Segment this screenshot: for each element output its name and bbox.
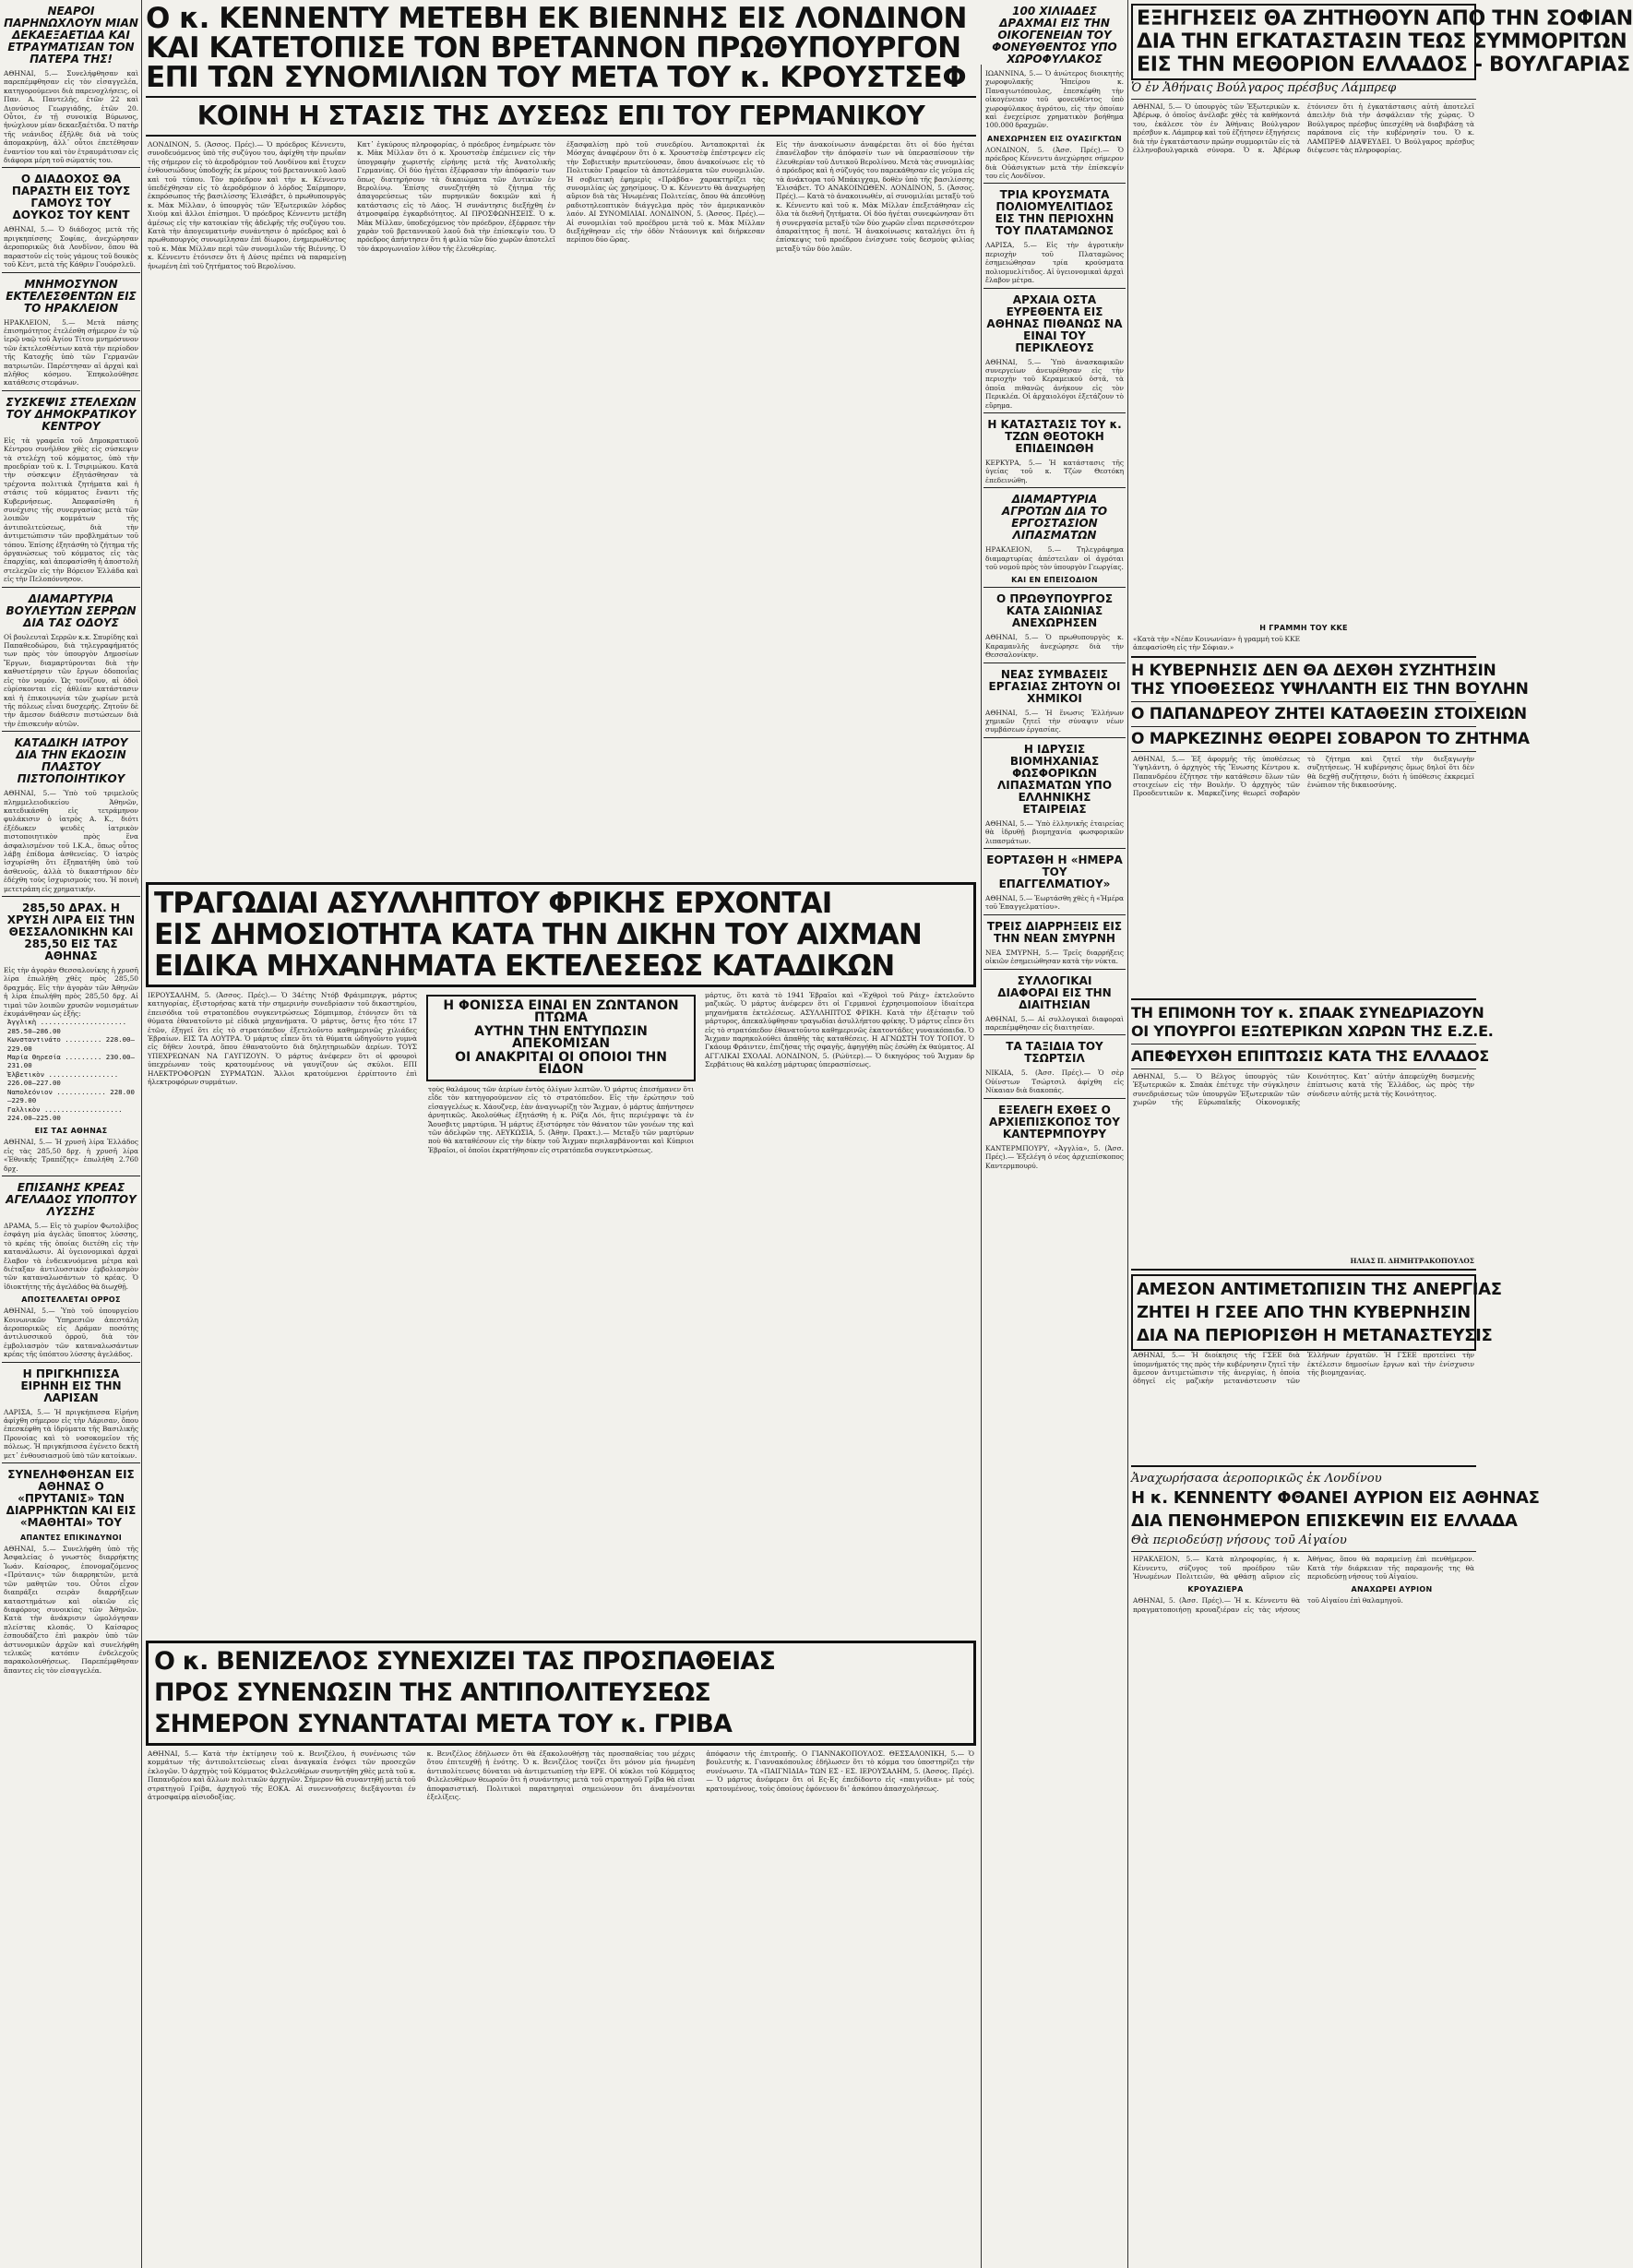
- article-subheading: ΑΝΕΧΩΡΗΣΕΝ ΕΙΣ ΟΥΑΣΙΓΚΤΩΝ: [987, 134, 1122, 143]
- divider: [1131, 726, 1476, 727]
- center-area: [146, 0, 976, 2268]
- article-headline: 285,50 ΔΡΑΧ. Η ΧΡΥΣΗ ΛΙΡΑ ΕΙΣ ΤΗΝ ΘΕΣΣΑΛΟΝΙΚΗΝ ΚΑΙ 285,50 ΕΙΣ ΤΑΣ ΑΘΗΝΑΣ: [6, 901, 136, 962]
- divider: [1131, 751, 1476, 752]
- article-body: ΑΘΗΝΑΙ, 5.— Ὑπὸ ἑλληνικῆς ἑταιρείας θὰ ἱδρυθῇ βιομηχανία φωσφορικῶν λιπασμάτων.: [985, 818, 1124, 845]
- price-row: Κωνσταντινάτο ......... 228.00—229.00: [7, 1035, 135, 1053]
- article-body: ΙΩΑΝΝΙΝΑ, 5.— Ὁ ἀνώτερος διοικητὴς χωροφυλακῆς Ἠπείρου κ. Παναγιωτόπουλος, ἐπεσκέφθη τὴν οἰκογένειαν τοῦ φονευθέντος ὑπὸ χωροφύλακος ἀγρότου, εἰς τὴν ὁποίαν καὶ ἐνεχείρισε χρηματικὸν βοήθημα 100.000 δραχμῶν.: [985, 69, 1124, 130]
- article-body: ΑΘΗΝΑΙ, 5. (Ἀσσ. Πρές).— Ἡ κ. Κέννεντυ θὰ πραγματοποιήσῃ κρουαζιέραν εἰς τὰς νήσους τοῦ Αἰγαίου ἐπὶ θαλαμηγοῦ.: [1133, 1596, 1403, 1614]
- aichmann-banner: [146, 882, 976, 987]
- article-headline: Ο ΠΡΩΘΥΠΟΥΡΓΟΣ ΚΑΤΑ ΣΑΙΩΝΙΑΣ ΑΝΕΧΩΡΗΣΕΝ: [995, 592, 1114, 630]
- article-headline: ΣΥΛΛΟΓΙΚΑΙ ΔΙΑΦΟΡΑΙ ΕΙΣ ΤΗΝ ΔΙΑΙΤΗΣΙΑΝ: [997, 973, 1112, 1011]
- article-body: ΑΘΗΝΑΙ, 5.— Ἡ ἕνωσις Ἑλλήνων χημικῶν ζητεῖ τὴν σύναψιν νέων συμβάσεων ἐργασίας.: [985, 708, 1124, 734]
- article-body: ΑΘΗΝΑΙ, 5.— Ὑπὸ τοῦ τριμελοῦς πλημμελειοδικείου Ἀθηνῶν, κατεδικάσθη εἰς τετράμηνον φυλάκισιν ὁ ἰατρὸς Α. Κ., διότι ἐξέδωκεν ψευδὲς ἰατρικὸν πιστοποιητικὸν πρὸς ἕνα ἀσφαλισμένον τοῦ Ι.Κ.Α., ὅπως οὗτος λάβῃ ἐπίδομα ἀσθενείας. Ὁ ἰατρὸς ἰσχυρίσθη ὅτι ἐξηπατήθη ὑπὸ τοῦ ἀσθενοῦς, ἀλλὰ τὸ δικαστήριον δὲν ἐδέχθη τοὺς ἰσχυρισμούς του. Ἡ ποινὴ μετετράπη εἰς χρηματικήν.: [4, 789, 138, 893]
- article-headline: ΤΡΕΙΣ ΔΙΑΡΡΗΞΕΙΣ ΕΙΣ ΤΗΝ ΝΕΑΝ ΣΜΥΡΝΗ: [986, 919, 1123, 945]
- article-body: ΑΘΗΝΑΙ, 5.— Ὑπὸ ἀνασκαφικῶν συνεργείων ἀνευρέθησαν εἰς τὴν περιοχὴν τοῦ Κεραμεικοῦ ὀστᾶ, τὰ ὁποῖα πιθανῶς ἀνήκουν εἰς τὸν Περικλέα. Οἱ ἀρχαιολόγοι ἐξετάζουν τὸ εὕρημα.: [985, 357, 1124, 410]
- right-subheadline: Ὁ ἐν Ἀθήναις Βούλγαρος πρέσβυς Λάμπρεφ: [1131, 81, 1397, 95]
- divider: [983, 662, 1126, 663]
- price-row: Ναπολεόνιον ............ 228.00—229.00: [7, 1087, 135, 1105]
- article-body: Εἰς τὰ γραφεῖα τοῦ Δημοκρατικοῦ Κέντρου συνῆλθον χθὲς εἰς σύσκεψιν τὰ στελέχη τοῦ κόμματος, ὑπὸ τὴν προεδρίαν τοῦ κ. Ι. Τσιριμώκου. Κατὰ τὴν σύσκεψιν ἐξητάσθησαν τὰ τρέχοντα πολιτικὰ ζητήματα καὶ ἡ στάσις τοῦ κόμματος ἔναντι τῆς Κυβερνήσεως. Ἀπεφασίσθη ἡ συνέχισις τῆς συνεργασίας μετὰ τῶν λοιπῶν κομμάτων τῆς ἀντιπολιτεύσεως, διὰ τὴν ἀντιμετώπισιν τῶν προβλημάτων τοῦ τόπου. Ἐπίσης ἐξητάσθη τὸ ζήτημα τῆς ὀργανώσεως τοῦ κόμματος εἰς τὰς ἐπαρχίας, καὶ ἀπεφασίσθη ἡ ἀποστολὴ στελεχῶν εἰς τὴν Βόρειον Ἑλλάδα καὶ εἰς τὴν Πελοπόννησον.: [4, 436, 138, 584]
- column-rule: [141, 0, 142, 2268]
- article-body: ΑΘΗΝΑΙ, 5.— Ὁ Βέλγος ὑπουργὸς τῶν Ἐξωτερικῶν κ. Σπαὰκ ἐπέτυχε τὴν σύγκλησιν συνεδριάσεως τῶν ὑπουργῶν Ἐξωτερικῶν τῶν χωρῶν τῆς Εὐρωπαϊκῆς Οἰκονομικῆς Κοινότητος. Κατ᾽ αὐτὴν ἀπεφεύχθη δυσμενὴς ἐπίπτωσις κατὰ τῆς Ἑλλάδος, ὡς πρὸς τὴν σύνδεσιν αὐτῆς μετὰ τῆς Κοινότητος.: [1133, 1071, 1474, 1107]
- article-body: ΝΕΑ ΣΜΥΡΝΗ, 5.— Τρεῖς διαρρήξεις οἰκιῶν ἐσημειώθησαν κατὰ τὴν νύκτα.: [985, 948, 1124, 966]
- subheading-row: [1131, 1581, 1476, 1596]
- right-headline: ΖΗΤΕΙ Η ΓΣΕΕ ΑΠΟ ΤΗΝ ΚΥΒΕΡΝΗΣΙΝ: [1137, 1303, 1471, 1323]
- article-body: ΑΘΗΝΑΙ, 5.— Ἡ χρυσῆ λίρα Ἐλλάδος εἰς τὰς 285,50 δρχ. ἡ χρυσῆ λίρα «Ἐθνικῆς Τραπέζης» ἐπωλήθη 2.760 δρχ.: [4, 1138, 138, 1173]
- price-row: Μαρία Θηρεσία ......... 230.00—231.00: [7, 1053, 135, 1070]
- banner-headline: ΤΡΑΓΩΔΙΑΙ ΑΣΥΛΛΗΠΤΟΥ ΦΡΙΚΗΣ ΕΡΧΟΝΤΑΙ: [154, 887, 832, 920]
- article-headline: ΝΕΑΡΟΙ ΠΑΡΗΝΩΧΛΟΥΝ ΜΙΑΝ ΔΕΚΑΕΞΑΕΤΙΔΑ ΚΑΙ ΕΤΡΑΥΜΑΤΙΣΑΝ ΤΟΝ ΠΑΤΕΡΑ ΤΗΣ!: [4, 5, 138, 66]
- right-headline: ΕΙΣ ΤΗΝ ΜΕΘΟΡΙΟΝ ΕΛΛΑΔΟΣ - ΒΟΥΛΓΑΡΙΑΣ: [1137, 54, 1630, 77]
- divider: [2, 587, 140, 588]
- banner-headline: ΠΡΟΣ ΣΥΝΕΝΩΣΙΝ ΤΗΣ ΑΝΤΙΠΟΛΙΤΕΥΣΕΩΣ: [154, 1678, 711, 1707]
- divider: [983, 737, 1126, 738]
- inset-headline: ΟΙ ΑΝΑΚΡΙΤΑΙ ΟΙ ΟΠΟΙΟΙ ΤΗΝ ΕΙΔΟΝ: [455, 1050, 667, 1077]
- article-body: ΑΘΗΝΑΙ, 5.— Ἡ διοίκησις τῆς ΓΣΕΕ διὰ ὑπομνήματός της πρὸς τὴν κυβέρνησιν ζητεῖ τὴν ἄμεσον ἀντιμετώπισιν τῆς ἀνεργίας, ἡ ὁποία ὁδηγεῖ εἰς μαζικὴν μετανάστευσιν τῶν Ἑλλήνων ἐργατῶν. Ἡ ΓΣΕΕ προτείνει τὴν ἐκτέλεσιν δημοσίων ἔργων καὶ τὴν ἐνίσχυσιν τῆς βιομηχανίας.: [1133, 1351, 1474, 1386]
- right-headline: Ο ΠΑΠΑΝΔΡΕΟΥ ΖΗΤΕΙ ΚΑΤΑΘΕΣΙΝ ΣΤΟΙΧΕΙΩΝ: [1131, 704, 1527, 723]
- article-body: ΗΡΑΚΛΕΙΟΝ, 5.— Μετὰ πάσης ἐπισημότητος ἐτελέσθη σήμερον ἐν τῷ ἱερῷ ναῷ τοῦ Ἁγίου Τίτου μνημόσυνον τῶν ἐκτελεσθέντων κατὰ τὴν περίοδον τῆς Κατοχῆς ὑπὸ τῶν Γερμανῶν πατριωτῶν. Παρέστησαν αἱ ἀρχαὶ καὶ πλῆθος κόσμου. Ἐπηκολούθησε κατάθεσις στεφάνων.: [4, 317, 138, 388]
- divider: [983, 969, 1126, 970]
- right-headline: ΔΙΑ ΤΗΝ ΕΓΚΑΤΑΣΤΑΣΙΝ ΤΕΩΣ ΣΥΜΜΟΡΙΤΩΝ: [1137, 30, 1627, 54]
- article-headline: Η ΠΡΙΓΚΗΠΙΣΣΑ ΕΙΡΗΝΗ ΕΙΣ ΤΗΝ ΛΑΡΙΣΑΝ: [20, 1367, 122, 1404]
- banner-headline: ΕΙΔΙΚΑ ΜΗΧΑΝΗΜΑΤΑ ΕΚΤΕΛΕΣΕΩΣ ΚΑΤΑΔΙΚΩΝ: [154, 949, 895, 983]
- article-headline: ΜΝΗΜΟΣΥΝΟΝ ΕΚΤΕΛΕΣΘΕΝΤΩΝ ΕΙΣ ΤΟ ΗΡΑΚΛΕΙΟΝ: [6, 277, 137, 315]
- divider: [983, 183, 1126, 184]
- price-row: Γαλλικὸν ................... 224.00—225.00: [7, 1104, 123, 1122]
- article-body: ΝΙΚΑΙΑ, 5. (Ἀσσ. Πρές).— Ὁ σὲρ Οὐίνστων Τσώρτσιλ ἀφίχθη εἰς Νίκαιαν διὰ διακοπάς.: [985, 1068, 1124, 1095]
- right-headline: Η κ. ΚΕΝΝΕΝΤΥ ΦΘΑΝΕΙ ΑΥΡΙΟΝ ΕΙΣ ΑΘΗΝΑΣ: [1131, 1488, 1540, 1509]
- article-headline: ΔΙΑΜΑΡΤΥΡΙΑ ΑΓΡΟΤΩΝ ΔΙΑ ΤΟ ΕΡΓΟΣΤΑΣΙΟΝ ΛΙΠΑΣΜΑΤΩΝ: [1001, 493, 1108, 543]
- right-headline: ΔΙΑ ΝΑ ΠΕΡΙΟΡΙΣΘΗ Η ΜΕΤΑΝΑΣΤΕΥΣΙΣ: [1137, 1326, 1493, 1346]
- article-body: Κατ᾽ ἐγκύρους πληροφορίας, ὁ πρόεδρος ἐνημέρωσε τὸν κ. Μὰκ Μίλλαν ὅτι ὁ κ. Χρουστσὲφ ἐπέμεινεν εἰς τὴν ὑπογραφὴν χωριστῆς εἰρήνης μετὰ τῆς Ἀνατολικῆς Γερμανίας. Οἱ δύο ἡγέται ἐξέφρασαν τὴν ἀπόφασίν των ὅπως διατηρήσουν τὰ δικαιώματα τῶν Δυτικῶν ἐν Βερολίνῳ. Ἐπίσης συνεζητήθη τὸ ζήτημα τῆς ἀπαγορεύσεως τῶν πυρηνικῶν δοκιμῶν καὶ ἡ κατάστασις εἰς τὸ Λάος. Ἡ συνάντησις διεξήχθη ἐν ἀτμοσφαίρᾳ ἐγκαρδιότητος. ΑΙ ΠΡΟΣΦΩΝΗΣΕΙΣ. Ὁ κ. Μὰκ Μίλλαν, ὑποδεχόμενος τὸν πρόεδρον, ἐξέφρασε τὴν χαρὰν τοῦ βρεταννικοῦ λαοῦ διὰ τὴν ἐπίσκεψίν του. Ὁ πρόεδρος ἀπήντησεν ὅτι ἡ φιλία τῶν δύο χωρῶν ἀποτελεῖ τὸν ἀκρογωνιαῖον λίθον τῆς ἐλευθερίας.: [357, 140, 555, 253]
- headline-box: [1131, 4, 1633, 80]
- article-body: ΔΡΑΜΑ, 5.— Εἰς τὸ χωρίον Φωτολίβος ἐσφάγη μία ἀγελὰς ὕποπτος λύσσης, τὸ κρέας τῆς ὁποίας διετέθη εἰς τὴν κατανάλωσιν. Αἱ ὑγειονομικαὶ ἀρχαὶ ἔλαβον τὰ ἐνδεικνυόμενα μέτρα καὶ διέταξαν ἀντιλυσσικὸν ἐμβολιασμὸν τῶν καταναλωσάντων τὸ κρέας. Ὁ ἰδιοκτήτης τῆς ἀγελάδος θὰ διωχθῇ.: [4, 1221, 138, 1291]
- divider: [1131, 701, 1476, 702]
- article-subheading: ΑΠΑΝΤΕΣ ΕΠΙΚΙΝΔΥΝΟΙ: [19, 1534, 123, 1543]
- article-body: τοὺς θαλάμους τῶν ἀερίων ἐντὸς ὀλίγων λεπτῶν. Ὁ μάρτυς ἐπεσήμανεν ὅτι εἶδε τὸν κατηγορούμενον εἰς τὸ στρατόπεδον. Εἰς τὴν ἐρώτησιν τοῦ εἰσαγγελέως κ. Χάουζνερ, ἐὰν ἀναγνωρίζῃ τὸν Ἄιχμαν, ὁ μάρτυς ἀπήντησεν ἀρνητικῶς. Ἀκολούθως ἐξητάσθη ἡ κ. Ρόζα Λόι, ἥτις περιέγραψε τὰ ἐν Ἄουσβιτς μαρτύρια. Ἡ μάρτυς ἐξιστόρησε τὸν θάνατον τῶν γονέων της καὶ τῶν ἀδελφῶν της. ΛΕΥΚΩΣΙΑ, 5. (Ἀθην. Πρακτ.).— Μεταξὺ τῶν μαρτύρων ποὺ θὰ καταθέσουν εἰς τὴν δίκην τοῦ Ἄιχμαν περιλαμβάνονται καὶ Κύπριοι Ἑβραῖοι, οἱ ὁποῖοι ἐκρατήθησαν εἰς στρατόπεδα συγκεντρώσεως.: [428, 1085, 694, 1154]
- article-body: ΗΡΑΚΛΕΙΟΝ, 5.— Κατὰ πληροφορίας, ἡ κ. Κέννεντυ, σύζυγος τοῦ προέδρου τῶν Ἡνωμένων Πολιτειῶν, θὰ φθάσῃ αὔριον εἰς Ἀθήνας, ὅπου θὰ παραμείνῃ ἐπὶ πενθήμερον. Κατὰ τὴν διάρκειαν τῆς παραμονῆς της θὰ περιοδεύσῃ νήσους τοῦ Αἰγαίου.: [1133, 1555, 1474, 1582]
- divider: [1131, 1068, 1476, 1069]
- divider: [983, 412, 1126, 413]
- column-rule: [981, 65, 982, 2268]
- right-column: [1131, 0, 1633, 2268]
- article-column: [426, 991, 696, 1637]
- right-subheadline: Ἀναχωρήσασα ἀεροπορικῶς ἐκ Λονδίνου: [1131, 1472, 1382, 1486]
- article-columns: [146, 1749, 976, 1801]
- article-body: Εἰς τὴν ἀνακοίνωσιν ἀναφέρεται ὅτι οἱ δύο ἡγέται ἐπανέλαβον τὴν ἀπόφασίν των νὰ ὑπερασπίσουν τὴν ἐλευθερίαν τοῦ Δυτικοῦ Βερολίνου. Μετὰ τὰς συνομιλίας ὁ πρόεδρος καὶ ἡ σύζυγός του παρεκάθησαν εἰς γεῦμα εἰς τὰ ἀνάκτορα τοῦ Μπάκιγχαμ, δοθὲν ὑπὸ τῆς βασιλίσσης Ἐλισάβετ. ΤΟ ΑΝΑΚΟΙΝΩΘΕΝ. ΛΟΝΔΙΝΟΝ, 5. (Ἀσσος. Πρές).— Κατὰ τὸ ἀνακοινωθέν, αἱ συνομιλίαι μεταξὺ τοῦ κ. Κέννεντυ καὶ τοῦ κ. Μὰκ Μίλλαν ἐπεξετάθησαν εἰς ὅλα τὰ διεθνῆ ζητήματα. Οἱ δύο ἡγέται συνεφώνησαν ὅτι ἡ συνεργασία μεταξὺ τῶν δύο χωρῶν εἶναι περισσότερον ἀπαραίτητος ἢ ποτέ. Ἡ ἀνακοίνωσις καταλήγει ὅτι ἡ ἐπίσκεψις τοῦ προέδρου ἐνίσχυσε τοὺς δεσμοὺς φιλίας μεταξὺ τῶν δύο λαῶν.: [776, 140, 974, 253]
- divider: [1131, 1551, 1476, 1552]
- divider: [2, 731, 140, 732]
- divider: [1131, 1269, 1476, 1271]
- article-body: ΑΘΗΝΑΙ, 5.— Ὑπὸ τοῦ ὑπουργείου Κοινωνικῶν Ὑπηρεσιῶν ἀπεστάλη ἀεροπορικῶς εἰς Δράμαν ποσότης ἀντιλυσσικοῦ ὀρροῦ, διὰ τὸν ἐμβολιασμὸν τῶν καταναλωσάντων κρέας τῆς ὑπόπτου λύσσης ἀγελάδος.: [4, 1307, 138, 1359]
- divider: [146, 135, 976, 137]
- article-headline: ΣΥΝΕΛΗΦΘΗΣΑΝ ΕΙΣ ΑΘΗΝΑΣ Ο «ΠΡΥΤΑΝΙΣ» ΤΩΝ ΔΙΑΡΡΗΚΤΩΝ ΚΑΙ ΕΙΣ «ΜΑΘΗΤΑΙ» ΤΟΥ: [6, 1468, 137, 1530]
- article-columns: [146, 140, 976, 878]
- article-subheading: ΚΑΙ ΕΝ ΕΠΕΙΣΟΔΙΟΝ: [1011, 576, 1098, 585]
- divider: [983, 487, 1126, 488]
- article-subheading: ΚΡΟΥΑΖΙΕΡΑ: [1187, 1585, 1244, 1594]
- banner-headline: ΣΗΜΕΡΟΝ ΣΥΝΑΝΤΑΤΑΙ ΜΕΤΑ ΤΟΥ κ. ΓΡΙΒΑ: [154, 1710, 733, 1738]
- inset-headline: Η ΦΟΝΙΣΣΑ ΕΙΝΑΙ ΕΝ ΖΩΝΤΑΝΟΝ ΠΤΩΜΑ: [443, 998, 679, 1025]
- article-body: Εἰς τὴν ἀγορὰν Θεσσαλονίκης ἡ χρυσῆ λίρα ἐπωλήθη χθὲς πρὸς 285,50 δραχμάς. Εἰς τὴν ἀγορὰν τῶν Ἀθηνῶν ἡ λίρα ἐπωλήθη πρὸς 285,50 δρχ. Αἱ τιμαὶ τῶν λοιπῶν χρυσῶν νομισμάτων ἐκυμάνθησαν ὡς ἑξῆς:: [4, 966, 138, 1019]
- right-headline: Η ΚΥΒΕΡΝΗΣΙΣ ΔΕΝ ΘΑ ΔΕΧΘΗ ΣΥΖΗΤΗΣΙΝ: [1131, 661, 1496, 680]
- left-column: [2, 0, 140, 2268]
- article-body: μάρτυς, ὅτι κατὰ τὸ 1941 Ἑβραῖοι καὶ «Ἐχθροὶ τοῦ Ράιχ» ἐκτελοῦντο μαζικῶς. Ὁ μάρτυς ἀνέφερεν ὅτι οἱ Γερμανοὶ ἐχρησιμοποίουν ἰδιαίτερα μηχανήματα ἐκτελέσεως. ΑΣΥΛΛΗΠΤΟΣ ΦΡΙΚΗ. Κατὰ τὴν ἐξέτασιν τοῦ μάρτυρος, ἀπεκαλύφθησαν τραγωδίαι ἀσυλλήπτου φρίκης. Ὁ μάρτυς εἶπεν ὅτι εἰς τὸ στρατόπεδον ἐθανατοῦντο καθημερινῶς ἑκατοντάδες γυναικόπαιδα. Ὁ Ἄιχμαν παρηκολούθει ἀπαθὴς τὰς καταθέσεις. Η ΑΓΝΩΣΤΗ ΤΟΥ ΤΟΠΟΥ. Ὁ Γκάουμ Φράιντεν, ἐπιζήσας τῆς σφαγῆς, ἀφηγήθη πῶς ἐσώθη ἐκ θαύματος. ΑΙ ΑΓΓΛΙΚΑΙ ΣΧΟΛΑΙ. ΛΟΝΔΙΝΟΝ, 5. (Ρώϋτερ).— Ὁ δικηγόρος τοῦ Ἄιχμαν δρ Σερβάτιους θὰ καλέσῃ μάρτυρας ὑπερασπίσεως.: [705, 991, 974, 1069]
- article-body: ΛΑΡΙΣΑ, 5.— Εἰς τὴν ἀγροτικὴν περιοχὴν τοῦ Πλαταμῶνος ἐσημειώθησαν τρία κρούσματα πολιομυελίτιδος. Αἱ ὑγειονομικαὶ ἀρχαὶ ἔλαβον μέτρα.: [985, 241, 1124, 285]
- right-headline: ΑΠΕΦΕΥΧΘΗ ΕΠΙΠΤΩΣΙΣ ΚΑΤΑ ΤΗΣ ΕΛΛΑΔΟΣ: [1131, 1046, 1489, 1065]
- inset-headline: ΑΥΤΗΝ ΤΗΝ ΕΝΤΥΠΩΣΙΝ ΑΠΕΚΟΜΙΣΑΝ: [474, 1024, 648, 1051]
- article-body: κ. Βενιζέλος ἐδήλωσεν ὅτι θὰ ἐξακολουθήσῃ τὰς προσπαθείας του μέχρις ὅτου ἐπιτευχθῇ ἡ ἑνότης. Ὁ κ. Βενιζέλος τονίζει ὅτι μόνον μία ἡνωμένη ἀντιπολίτευσις δύναται νὰ ἀντιμετωπίσῃ τὴν ΕΡΕ. Οἱ κύκλοι τοῦ Κόμματος Φιλελευθέρων θεωροῦν ὅτι ἡ συνάντησις μετὰ τοῦ στρατηγοῦ Γρίβα θὰ εἶναι ἀποφασιστική. Πολιτικοὶ παρατηρηταὶ σημειώνουν ὅτι ἀναμένονται ἐξελίξεις.: [426, 1749, 696, 1802]
- divider: [2, 896, 140, 897]
- article-headline: ΝΕΑΣ ΣΥΜΒΑΣΕΙΣ ΕΡΓΑΣΙΑΣ ΖΗΤΟΥΝ ΟΙ ΧΗΜΙΚΟΙ: [988, 667, 1121, 705]
- main-headline: ΕΠΙ ΤΩΝ ΣΥΝΟΜΙΛΙΩΝ ΤΟΥ ΜΕΤΑ ΤΟΥ κ. ΚΡΟΥΣΤΣΕΦ: [146, 61, 967, 94]
- article-headline: ΕΞΕΛΕΓΗ ΕΧΘΕΣ Ο ΑΡΧΙΕΠΙΣΚΟΠΟΣ ΤΟΥ ΚΑΝΤΕΡΜΠΟΥΡΥ: [989, 1103, 1120, 1140]
- main-subheadline: ΚΟΙΝΗ Η ΣΤΑΣΙΣ ΤΗΣ ΔΥΣΕΩΣ ΕΠΙ ΤΟΥ ΓΕΡΜΑΝΙΚΟΥ: [197, 101, 925, 131]
- right-headline: ΔΙΑ ΠΕΝΘΗΜΕΡΟΝ ΕΠΙΣΚΕΨΙΝ ΕΙΣ ΕΛΛΑΔΑ: [1131, 1511, 1518, 1532]
- article-subheading: ΕΙΣ ΤΑΣ ΑΘΗΝΑΣ: [34, 1127, 108, 1136]
- headline-box: [1131, 1274, 1502, 1351]
- divider: [2, 272, 140, 273]
- article-subheading: ΑΠΟΣΤΕΛΛΕΤΑΙ ΟΡΡΟΣ: [21, 1295, 121, 1305]
- right-middle-column: [983, 0, 1126, 2268]
- article-body: ΚΑΝΤΕΡΜΠΟΥΡΥ, «Ἀγγλία», 5. (Ἀσσ. Πρές).— Ἐξελέγη ὁ νέος ἀρχιεπίσκοπος Καντερμπουρύ.: [985, 1143, 1124, 1170]
- divider: [983, 848, 1126, 849]
- article-body: Οἱ βουλευταὶ Σερρῶν κ.κ. Σπυρίδης καὶ Παπαθεοδώρου, διὰ τηλεγραφήματός των πρὸς τὸν ὑπουργὸν Δημοσίων Ἔργων, διαμαρτύρονται διὰ τὴν καθυστέρησιν τῶν ἔργων ὁδοποιΐας εἰς τὸν νομόν. Ὡς τονίζουν, αἱ ὁδοὶ εὑρίσκονται εἰς ἀθλίαν κατάστασιν καὶ ἡ ἐπικοινωνία τῶν χωρίων μετὰ τῆς πόλεως εἶναι δυσχερής. Ζητοῦν δὲ τὴν ἄμεσον διάθεσιν πιστώσεων διὰ τὴν ἐπισκευὴν αὐτῶν.: [4, 632, 138, 728]
- right-headline: ΤΗΣ ΥΠΟΘΕΣΕΩΣ ΥΨΗΛΑΝΤΗ ΕΙΣ ΤΗΝ ΒΟΥΛΗΝ: [1131, 679, 1529, 698]
- article-columns: [146, 991, 976, 1637]
- divider: [2, 1462, 140, 1463]
- article-body: ΛΑΡΙΣΑ, 5.— Ἡ πριγκήπισσα Εἰρήνη ἀφίχθη σήμερον εἰς τὴν Λάρισαν, ὅπου ἐπεσκέφθη τὰ ἱδρύματα τῆς Βασιλικῆς Προνοίας καὶ τὸ νοσοκομεῖον τῆς πόλεως. Ἡ πριγκήπισσα ἐγένετο δεκτὴ μετ᾽ ἐνθουσιασμοῦ ὑπὸ τῶν κατοίκων.: [4, 1407, 138, 1460]
- article-body: ΑΘΗΝΑΙ, 5.— Ὁ διάδοχος μετὰ τῆς πριγκηπίσσης Σοφίας, ἀνεχώρησαν ἀεροπορικῶς διὰ Λονδῖνον, ὅπου θὰ παραστοῦν εἰς τοὺς γάμους τοῦ δουκὸς τοῦ Κὲντ, μετὰ τῆς Κάθριν Γουόρσλεϋ.: [4, 225, 138, 269]
- right-headline: ΕΞΗΓΗΣΕΙΣ ΘΑ ΖΗΤΗΘΟΥΝ ΑΠΟ ΤΗΝ ΣΟΦΙΑΝ: [1137, 7, 1633, 30]
- article-body: ΑΘΗΝΑΙ, 5.— Συνελήφθησαν καὶ παρεπέμφθησαν εἰς τὸν εἰσαγγελέα, κατηγορούμενοι διὰ παρενοχλήσεις, οἱ Παν. Α. Παντελῆς, ἐτῶν 22 καὶ Διονύσιος Γεωργιάδης, ἐτῶν 20. Οὗτοι, ἐν τῇ συνοικίᾳ Βύρωνος, ἠνώχλουν μίαν δεκαεξαέτιδα. Ὁ πατὴρ τῆς νεάνιδος ἐξῆλθε διὰ νὰ τοὺς ἀπομακρύνῃ, ἀλλ᾽ οὗτοι ἐπετέθησαν ἐναντίον του καὶ τὸν ἐτραυμάτισαν εἰς διάφορα μέρη τοῦ σώματός του.: [4, 69, 138, 165]
- divider: [1131, 99, 1476, 100]
- divider: [983, 587, 1126, 588]
- main-headline: ΚΑΙ ΚΑΤΕΤΟΠΙΣΕ ΤΟΝ ΒΡΕΤΑΝΝΟΝ ΠΡΩΘΥΠΟΥΡΓΟΝ: [146, 31, 961, 65]
- divider: [1131, 1465, 1476, 1467]
- divider: [2, 390, 140, 391]
- byline: ΗΛΙΑΣ Π. ΔΗΜΗΤΡΑΚΟΠΟΥΛΟΣ: [1350, 1256, 1474, 1265]
- banner-headline: ΕΙΣ ΔΗΜΟΣΙΟΤΗΤΑ ΚΑΤΑ ΤΗΝ ΔΙΚΗΝ ΤΟΥ ΑΙΧΜΑΝ: [154, 918, 923, 951]
- divider: [983, 1098, 1126, 1099]
- article-body: «Κατὰ τὴν «Νέαν Κοινωνίαν» ἡ γραμμὴ τοῦ ΚΚΕ ἀπεφασίσθη εἰς τὴν Σόφιαν.»: [1133, 635, 1300, 652]
- article-subheading: Η ΓΡΑΜΜΗ ΤΟΥ ΚΚΕ: [1259, 624, 1348, 632]
- main-headline: Ο κ. ΚΕΝΝΕΝΤΥ ΜΕΤΕΒΗ ΕΚ ΒΙΕΝΝΗΣ ΕΙΣ ΛΟΝΔΙΝΟΝ: [146, 2, 967, 35]
- article-body: ἐξασφαλίσῃ πρὸ τοῦ συνεδρίου. Ἀνταποκριταὶ ἐκ Μόσχας ἀναφέρουν ὅτι ὁ κ. Χρουστσὲφ ἐπέστρεψεν εἰς τὴν Σοβιετικὴν πρωτεύουσαν, ὅπου ἀνακοίνωσε εἰς τὸ Πολιτικὸν Γραφεῖον τὰ ἀποτελέσματα τῶν συνομιλιῶν. Ἡ σοβιετικὴ ἐφημερὶς «Πράβδα» χαρακτηρίζει τὰς συνομιλίας ὡς χρησίμους. Ὁ κ. Κέννεντυ θὰ ἀναχωρήσῃ αὔριον διὰ τὰς Ἡνωμένας Πολιτείας, ὅπου θὰ ἀπευθύνῃ ραδιοτηλεοπτικὸν διάγγελμα πρὸς τὸν ἀμερικανικὸν λαόν. ΑΙ ΣΥΝΟΜΙΛΙΑΙ. ΛΟΝΔΙΝΟΝ, 5. (Ἀσσος. Πρές).— Αἱ συνομιλίαι τοῦ προέδρου μετὰ τοῦ κ. Μὰκ Μίλλαν διεξήχθησαν εἰς τὴν ὁδὸν Ντάουνιγκ καὶ διήρκεσαν περίπου δύο ὥρας.: [566, 140, 765, 245]
- article-body: ΑΘΗΝΑΙ, 5.— Ὁ ὑπουργὸς τῶν Ἐξωτερικῶν κ. Ἀβέρωφ, ὁ ὁποῖος ἀνέλαβε χθὲς τὰ καθήκοντά του, ἐκάλεσε τὸν ἐν Ἀθήναις Βούλγαρον πρέσβυν κ. Λάμπρεφ καὶ τοῦ ἐζήτησεν ἐξηγήσεις διὰ τὴν ἐγκατάστασιν πρώην συμμοριτῶν εἰς τὰ ἑλληνοβουλγαρικὰ σύνορα. Ὁ κ. Ἀβέρωφ ἐτόνισεν ὅτι ἡ ἐγκατάστασις αὐτὴ ἀποτελεῖ ἀπειλὴν διὰ τὴν ἀσφάλειαν τῆς χώρας. Ὁ Βούλγαρος πρέσβυς ὑπεσχέθη νὰ διαβιβάσῃ τὰ παράπονα εἰς τὴν κυβέρνησίν του. Ὁ κ. ΛΑΜΠΡΕΦ ΔΙΑΨΕΥΔΕΙ. Ὁ Βούλγαρος πρέσβυς διέψευσε τὰς πληροφορίας.: [1133, 102, 1474, 155]
- article-headline: ΤΑ ΤΑΞΙΔΙΑ ΤΟΥ ΤΣΩΡΤΣΙΛ: [1006, 1040, 1103, 1066]
- article-headline: Η ΚΑΤΑΣΤΑΣΙΣ ΤΟΥ κ. ΤΖΩΝ ΘΕΟΤΟΚΗ ΕΠΙΔΕΙΝΩΘΗ: [987, 417, 1122, 455]
- right-headline: ΟΙ ΥΠΟΥΡΓΟΙ ΕΞΩΤΕΡΙΚΩΝ ΧΩΡΩΝ ΤΗΣ Ε.Ζ.Ε.: [1131, 1021, 1494, 1040]
- article-headline: ΔΙΑΜΑΡΤΥΡΙΑ ΒΟΥΛΕΥΤΩΝ ΣΕΡΡΩΝ ΔΙΑ ΤΑΣ ΟΔΟΥΣ: [6, 591, 137, 629]
- divider: [146, 96, 976, 98]
- article-headline: ΚΑΤΑΔΙΚΗ ΙΑΤΡΟΥ ΔΙΑ ΤΗΝ ΕΚΔΟΣΙΝ ΠΛΑΣΤΟΥ ΠΙΣΤΟΠΟΙΗΤΙΚΟΥ: [14, 736, 128, 786]
- article-headline: ΣΥΣΚΕΨΙΣ ΣΤΕΛΕΧΩΝ ΤΟΥ ΔΗΜΟΚΡΑΤΙΚΟΥ ΚΕΝΤΡΟΥ: [6, 395, 137, 433]
- article-body: ΗΡΑΚΛΕΙΟΝ, 5.— Τηλεγράφημα διαμαρτυρίας ἀπέστειλαν οἱ ἀγρόται τοῦ νομοῦ πρὸς τὸν ὑπουργὸν Γεωργίας.: [985, 545, 1124, 571]
- right-headline: ΑΜΕΣΟΝ ΑΝΤΙΜΕΤΩΠΙΣΙΝ ΤΗΣ ΑΝΕΡΓΙΑΣ: [1137, 1280, 1502, 1300]
- column-rule: [1127, 0, 1128, 2268]
- article-body: ΑΘΗΝΑΙ, 5.— Ὁ πρωθυπουργὸς κ. Καραμανλῆς ἀνεχώρησε διὰ τὴν Θεσσαλονίκην.: [985, 633, 1124, 660]
- divider: [983, 288, 1126, 289]
- inset-box: [426, 995, 696, 1081]
- right-headline: Ο ΜΑΡΚΕΖΙΝΗΣ ΘΕΩΡΕΙ ΣΟΒΑΡΟΝ ΤΟ ΖΗΤΗΜΑ: [1131, 729, 1530, 748]
- price-row: Ἀγγλικὴ ..................... 285.50—286.00: [7, 1018, 127, 1035]
- right-subheadline: Θὰ περιοδεύσῃ νήσους τοῦ Αἰγαίου: [1131, 1534, 1347, 1548]
- article-headline: ΤΡΙΑ ΚΡΟΥΣΜΑΤΑ ΠΟΛΙΟΜΥΕΛΙΤΙΔΟΣ ΕΙΣ ΤΗΝ ΠΕΡΙΟΧΗΝ ΤΟΥ ΠΛΑΤΑΜΩΝΟΣ: [995, 188, 1114, 238]
- article-headline: 100 ΧΙΛΙΑΔΕΣ ΔΡΑΧΜΑΙ ΕΙΣ ΤΗΝ ΟΙΚΟΓΕΝΕΙΑΝ ΤΟΥ ΦΟΝΕΥΘΕΝΤΟΣ ΥΠΟ ΧΩΡΟΦΥΛΑΚΟΣ: [992, 5, 1117, 66]
- article-body: ΛΟΝΔΙΝΟΝ, 5. (Ἀσσος. Πρές).— Ὁ πρόεδρος Κέννεντυ, συνοδευόμενος ὑπὸ τῆς συζύγου του, ἀφίχθη τὴν πρωΐαν τῆς σήμερον εἰς τὸ ἀεροδρόμιον τοῦ Λονδίνου καὶ ἔτυχεν ἐνθουσιώδους ὑποδοχῆς ἐκ μέρους τοῦ βρεταννικοῦ λαοῦ καὶ τοῦ τύπου. Τὸν πρόεδρον καὶ τὴν κ. Κέννεντυ ὑπεδέχθησαν εἰς τὸ ἀεροδρόμιον ὁ λόρδος Σαίρμπορν, ἐκπρόσωπος τῆς βασιλίσσης Ἐλισάβετ, ὁ πρωθυπουργὸς κ. Μὰκ Μίλλαν, ὁ ὑπουργὸς τῶν Ἐξωτερικῶν λόρδος Χιούμ καὶ ἄλλοι ἐπίσημοι. Ὁ πρόεδρος Κέννεντυ μετέβη ἀμέσως εἰς τὴν κατοικίαν τῆς ἀδελφῆς τῆς συζύγου του. Κατὰ τὴν ἀπογευματινὴν συνάντησιν ὁ πρόεδρος καὶ ὁ πρωθυπουργὸς συνωμίλησαν ἐπὶ δίωρον, ἐνημερωθέντος τοῦ κ. Μὰκ Μίλλαν περὶ τῶν συνομιλιῶν τῆς Βιέννης. Ὁ κ. Κέννεντυ ἐτόνισεν ὅτι ἡ Δύσις πρέπει νὰ παραμείνῃ ἡνωμένη ἐπὶ τοῦ ζητήματος τοῦ Βερολίνου.: [148, 140, 346, 270]
- article-headline: ΕΠΙΣΑΝΗΣ ΚΡΕΑΣ ΑΓΕΛΑΔΟΣ ΥΠΟΠΤΟΥ ΛΥΣΣΗΣ: [6, 1180, 137, 1218]
- article-body: ΙΕΡΟΥΣΑΛΗΜ, 5. (Ἀσσος. Πρές).— Ὁ 34έτης Ντόβ Φράιμπεργκ, μάρτυς κατηγορίας, ἐξιστορήσας κατὰ τὴν σημερινὴν συνεδρίασιν τοῦ δικαστηρίου, ἐπεισόδια τοῦ στρατοπέδου συγκεντρώσεως Σόμπιμπορ, ἐτόνισεν ὅτι τὰ θύματα ἐθανατοῦντο μὲ εἰδικὰ μηχανήματα. Ὁ μάρτυς, ὅστις ἦτο τότε 17 ἐτῶν, ἐξηγεῖ ὅτι εἰς τὸ στρατόπεδον ἐξετελοῦντο καθημερινῶς χιλιάδες Ἑβραίων. ΕΙΣ ΤΑ ΛΟΥΤΡΑ. Ὁ μάρτυς εἶπεν ὅτι τὰ θύματα ὡδηγοῦντο γυμνὰ εἰς δῆθεν λουτρά, ὅπου ἐθανατοῦντο διὰ δηλητηριωδῶν ἀερίων. ΤΟΥΣ ΥΠΕΧΡΕΩΝΑΝ ΝΑ ΓΑΥΓΙΖΟΥΝ. Ὁ μάρτυς ἀνέφερεν ὅτι οἱ φρουροὶ ὑπεχρέωναν τοὺς κρατουμένους νὰ γαυγίζουν ὡς σκύλοι. ΕΠΙ ΗΛΕΚΤΡΟΦΟΡΩΝ ΣΥΡΜΑΤΩΝ. Ἄλλοι κρατούμενοι ἐρρίπτοντο ἐπὶ ἠλεκτροφόρων συρμάτων.: [148, 991, 417, 1087]
- divider: [983, 914, 1126, 915]
- article-headline: ΕΟΡΤΑΣΘΗ Η «ΗΜΕΡΑ ΤΟΥ ΕΠΑΓΓΕΛΜΑΤΙΟΥ»: [986, 853, 1123, 891]
- article-body: ἀπόφασιν τῆς ἐπιτροπῆς. Ο ΓΙΑΝΝΑΚΟΠΟΥΛΟΣ. ΘΕΣΣΑΛΟΝΙΚΗ, 5.— Ὁ βουλευτὴς κ. Γιαννακόπουλος ἐδήλωσεν ὅτι τὸ κόμμα του ὑποστηρίζει τὴν συνένωσιν. ΤΑ «ΠΑΙΓΝΙΔΙΑ» ΤΩΝ ΕΣ - ΕΣ. ΙΕΡΟΥΣΑΛΗΜ, 5. (Ἀσσος. Πρές).— Ὁ μάρτυς ἀνέφερεν ὅτι οἱ Ες-Ες ἐπεδίδοντο εἰς «παιγνίδια» μὲ τοὺς κρατουμένους, τοὺς ὁποίους ἐφόνευον δι᾽ ἀσκόπου ἀπασχολήσεως.: [706, 1749, 975, 1793]
- article-headline: ΑΡΧΑΙΑ ΟΣΤΑ ΕΥΡΕΘΕΝΤΑ ΕΙΣ ΑΘΗΝΑΣ ΠΙΘΑΝΩΣ ΝΑ ΕΙΝΑΙ ΤΟΥ ΠΕΡΙΚΛΕΟΥΣ: [986, 292, 1123, 354]
- article-headline: Η ΙΔΡΥΣΙΣ ΒΙΟΜΗΧΑΝΙΑΣ ΦΩΣΦΟΡΙΚΩΝ ΛΙΠΑΣΜΑΤΩΝ ΥΠΟ ΕΛΛΗΝΙΚΗΣ ΕΤΑΙΡΕΙΑΣ: [996, 742, 1113, 816]
- right-headline: ΤΗ ΕΠΙΜΟΝΗ ΤΟΥ κ. ΣΠΑΑΚ ΣΥΝΕΔΡΙΑΖΟΥΝ: [1131, 1003, 1484, 1021]
- venizelos-banner: [146, 1641, 976, 1746]
- article-body: ΑΘΗΝΑΙ, 5.— Συνελήφθη ὑπὸ τῆς Ἀσφαλείας ὁ γνωστὸς διαρρήκτης Ἰωάν. Καίσαρος, ἐπονομαζόμενος «Πρύτανις» τῶν διαρρηκτῶν, μετὰ τῶν μαθητῶν του. Οὗτοι εἶχον διαπράξει σειρὰν διαρρήξεων καταστημάτων καὶ οἰκιῶν εἰς διαφόρους συνοικίας τῶν Ἀθηνῶν. Κατὰ τὴν ἀνάκρισιν ὡμολόγησαν πλείστας κλοπάς. Ὁ Καίσαρος ἐσπουδάζετο ἐπὶ μακρὸν ὑπὸ τῶν ἀστυνομικῶν ἀρχῶν καὶ συνελήφθη τελικῶς κατόπιν ἐνδελεχοῦς παρακολουθήσεως. Παρεπέμφθησαν ἅπαντες εἰς τὸν εἰσαγγελέα.: [4, 1545, 138, 1675]
- divider: [983, 1034, 1126, 1035]
- article-body: ΑΘΗΝΑΙ, 5.— Κατὰ τὴν ἐκτίμησιν τοῦ κ. Βενιζέλου, ἡ συνένωσις τῶν κομμάτων τῆς ἀντιπολιτεύσεως εἶναι ἀναγκαία ἐνόψει τῶν προσεχῶν ἐκλογῶν. Ὁ ἀρχηγὸς τοῦ Κόμματος Φιλελευθέρων συνηντήθη χθὲς μετὰ τοῦ κ. Παπανδρέου καὶ ἄλλων πολιτικῶν ἀρχηγῶν. Σήμερον θὰ συναντηθῇ μετὰ τοῦ στρατηγοῦ Γρίβα, ἀρχηγοῦ τῆς ΕΟΚΑ. Αἱ συνεννοήσεις διεξάγονται ἐν ἀτμοσφαίρᾳ αἰσιοδοξίας.: [148, 1749, 416, 1802]
- article-body: ΑΘΗΝΑΙ, 5.— Αἱ συλλογικαὶ διαφοραὶ παρεπέμφθησαν εἰς διαιτησίαν.: [985, 1014, 1124, 1033]
- divider: [1131, 656, 1476, 658]
- article-headline: Ο ΔΙΑΔΟΧΟΣ ΘΑ ΠΑΡΑΣΤΗ ΕΙΣ ΤΟΥΣ ΓΑΜΟΥΣ ΤΟΥ ΔΟΥΚΟΣ ΤΟΥ ΚΕΝΤ: [11, 173, 131, 222]
- article-body: ΛΟΝΔΙΝΟΝ, 5. (Ἀσσ. Πρές).— Ὁ πρόεδρος Κέννεντυ ἀνεχώρησε σήμερον διὰ Οὐάσιγκτων μετὰ τὴν ἐπίσκεψίν του εἰς Λονδῖνον.: [985, 145, 1124, 181]
- article-body: ΚΕΡΚΥΡΑ, 5.— Ἡ κατάστασις τῆς ὑγείας τοῦ κ. Τζὼν Θεοτόκη ἐπεδεινώθη.: [985, 458, 1124, 484]
- article-body: ΑΘΗΝΑΙ, 5.— Ἐξ ἀφορμῆς τῆς ὑποθέσεως Ὑψηλάντη, ὁ ἀρχηγὸς τῆς Ἕνωσης Κέντρου κ. Παπανδρέου ἐζήτησε τὴν κατάθεσιν ὅλων τῶν στοιχείων εἰς τὴν Βουλήν. Ὁ ἀρχηγὸς τῶν Προοδευτικῶν κ. Μαρκεζίνης θεωρεῖ σοβαρὸν τὸ ζήτημα καὶ ζητεῖ τὴν διεξαγωγὴν συζητήσεως. Ἡ κυβέρνησις ὅμως δηλοῖ ὅτι δὲν θὰ δεχθῇ συζήτησιν, διότι ἡ ὑπόθεσις ἐκκρεμεῖ ἐνώπιον τῆς δικαιοσύνης.: [1133, 754, 1474, 798]
- divider: [2, 1362, 140, 1363]
- article-subheading: ΑΝΑΧΩΡΕΙ ΑΥΡΙΟΝ: [1351, 1585, 1433, 1594]
- price-row: Ἑλβετικὸν ................. 226.00—227.00: [7, 1069, 119, 1088]
- banner-headline: Ο κ. ΒΕΝΙΖΕΛΟΣ ΣΥΝΕΧΙΖΕΙ ΤΑΣ ΠΡΟΣΠΑΘΕΙΑΣ: [154, 1647, 776, 1676]
- divider: [2, 167, 140, 168]
- divider: [1131, 998, 1476, 1000]
- article-body: ΑΘΗΝΑΙ, 5.— Ἑωρτάσθη χθὲς ἡ «Ἡμέρα τοῦ Ἐπαγγελματίου».: [985, 894, 1124, 912]
